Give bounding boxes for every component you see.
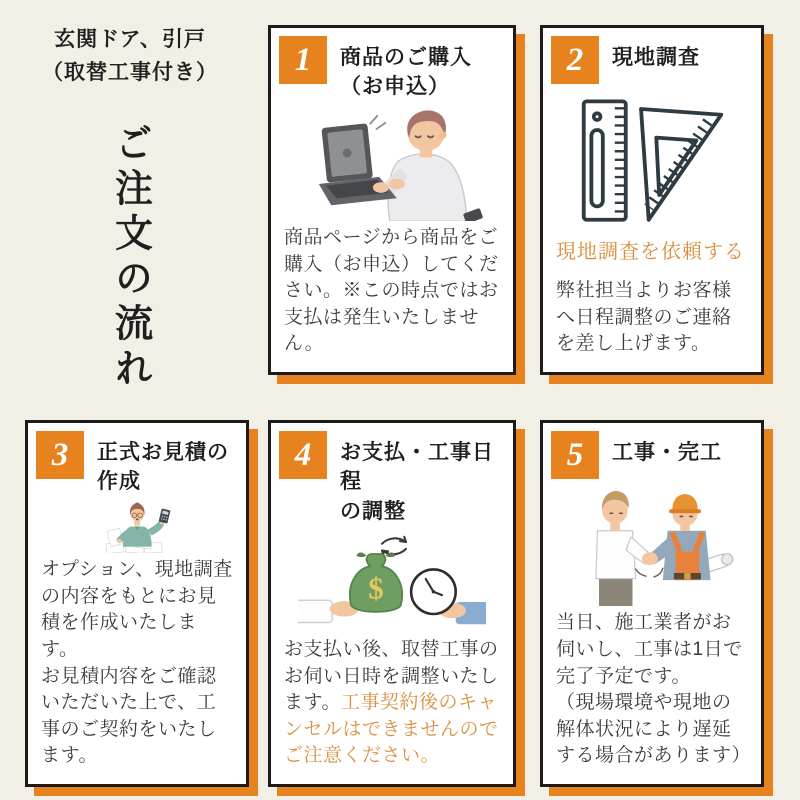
step-5-description-line1: 当日、施工業者がお伺いし、工事は1日で完了予定です。: [556, 612, 743, 687]
step-1-description: 商品ページから商品をご購入（お申込）してください。※この時点ではお支払は発生いたしません。: [284, 227, 499, 355]
money-bag-clock-exchange-illustration: [271, 526, 513, 637]
step-1-title: [340, 36, 472, 102]
step-3-card: [25, 420, 249, 787]
woman-with-calculator-illustration: [28, 497, 246, 557]
man-purchasing-at-laptop-illustration: [271, 102, 513, 225]
step-3-description-line2: お見積内容をご確認いただいた上で、工事のご契約をいたします。: [41, 665, 217, 767]
svg-text:$: $: [368, 571, 384, 606]
step-4-header: [271, 423, 513, 526]
step-2-header: [543, 28, 761, 84]
step-1-header: [271, 28, 513, 102]
step-4-description: [271, 637, 513, 784]
step-5-title: [612, 431, 722, 467]
step-4-description-main: お支払い後、取替工事のお伺い日時を調整いたします。: [284, 639, 499, 714]
step-2-title: [612, 36, 700, 72]
heading-block: [15, 24, 245, 394]
step-3-description-line1: オプション、現地調査の内容をもとにお見積を作成いたします。: [41, 559, 233, 661]
step-5-title-line1: 工事・完工: [612, 441, 722, 464]
step-2-number-badge: 2: [551, 36, 599, 84]
step-5-card: [540, 420, 764, 787]
step-4-card: [268, 420, 516, 787]
site-survey-request-link: 現地調査を依頼する: [556, 241, 745, 264]
step-4-number-badge: 4: [279, 431, 327, 479]
step-2-description: 弊社担当よりお客様へ日程調整のご連絡を差し上げます。: [556, 280, 732, 355]
product-type-line1: 玄関ドア、引戸: [54, 28, 206, 51]
step-5-number-badge: 5: [551, 431, 599, 479]
step-3-number-badge: 3: [36, 431, 84, 479]
ruler-and-set-square-illustration: [543, 84, 761, 235]
step-3-title-line1: 正式お見積の作成: [97, 441, 229, 494]
step-4-title-line2: の調整: [340, 499, 406, 523]
step-1-card: [268, 25, 516, 375]
step-5-header: [543, 423, 761, 479]
page-title: ご注文の流れ: [108, 123, 151, 394]
step-1-number-badge: 1: [279, 36, 327, 84]
step-4-title: [340, 431, 503, 526]
step-3-title: [97, 431, 236, 497]
step-3-header: [28, 423, 246, 497]
step-5-description-line2: （現場環境や現地の解体状況により遅延する場合があります）: [556, 692, 752, 767]
step-4-title-line1: お支払・工事日程: [340, 441, 494, 494]
product-type-line2: （取替工事付き）: [42, 60, 218, 84]
step-4-cancellation-warning: 工事契約後のキャンセルはできませんのでご注意ください。: [284, 692, 499, 767]
step-2-title-line1: 現地調査: [612, 46, 700, 69]
step-1-title-line1: 商品のご購入: [340, 46, 472, 69]
step-2-card: [540, 25, 764, 375]
step-1-title-line2: （お申込）: [340, 75, 450, 99]
customer-worker-handshake-illustration: [543, 479, 761, 610]
